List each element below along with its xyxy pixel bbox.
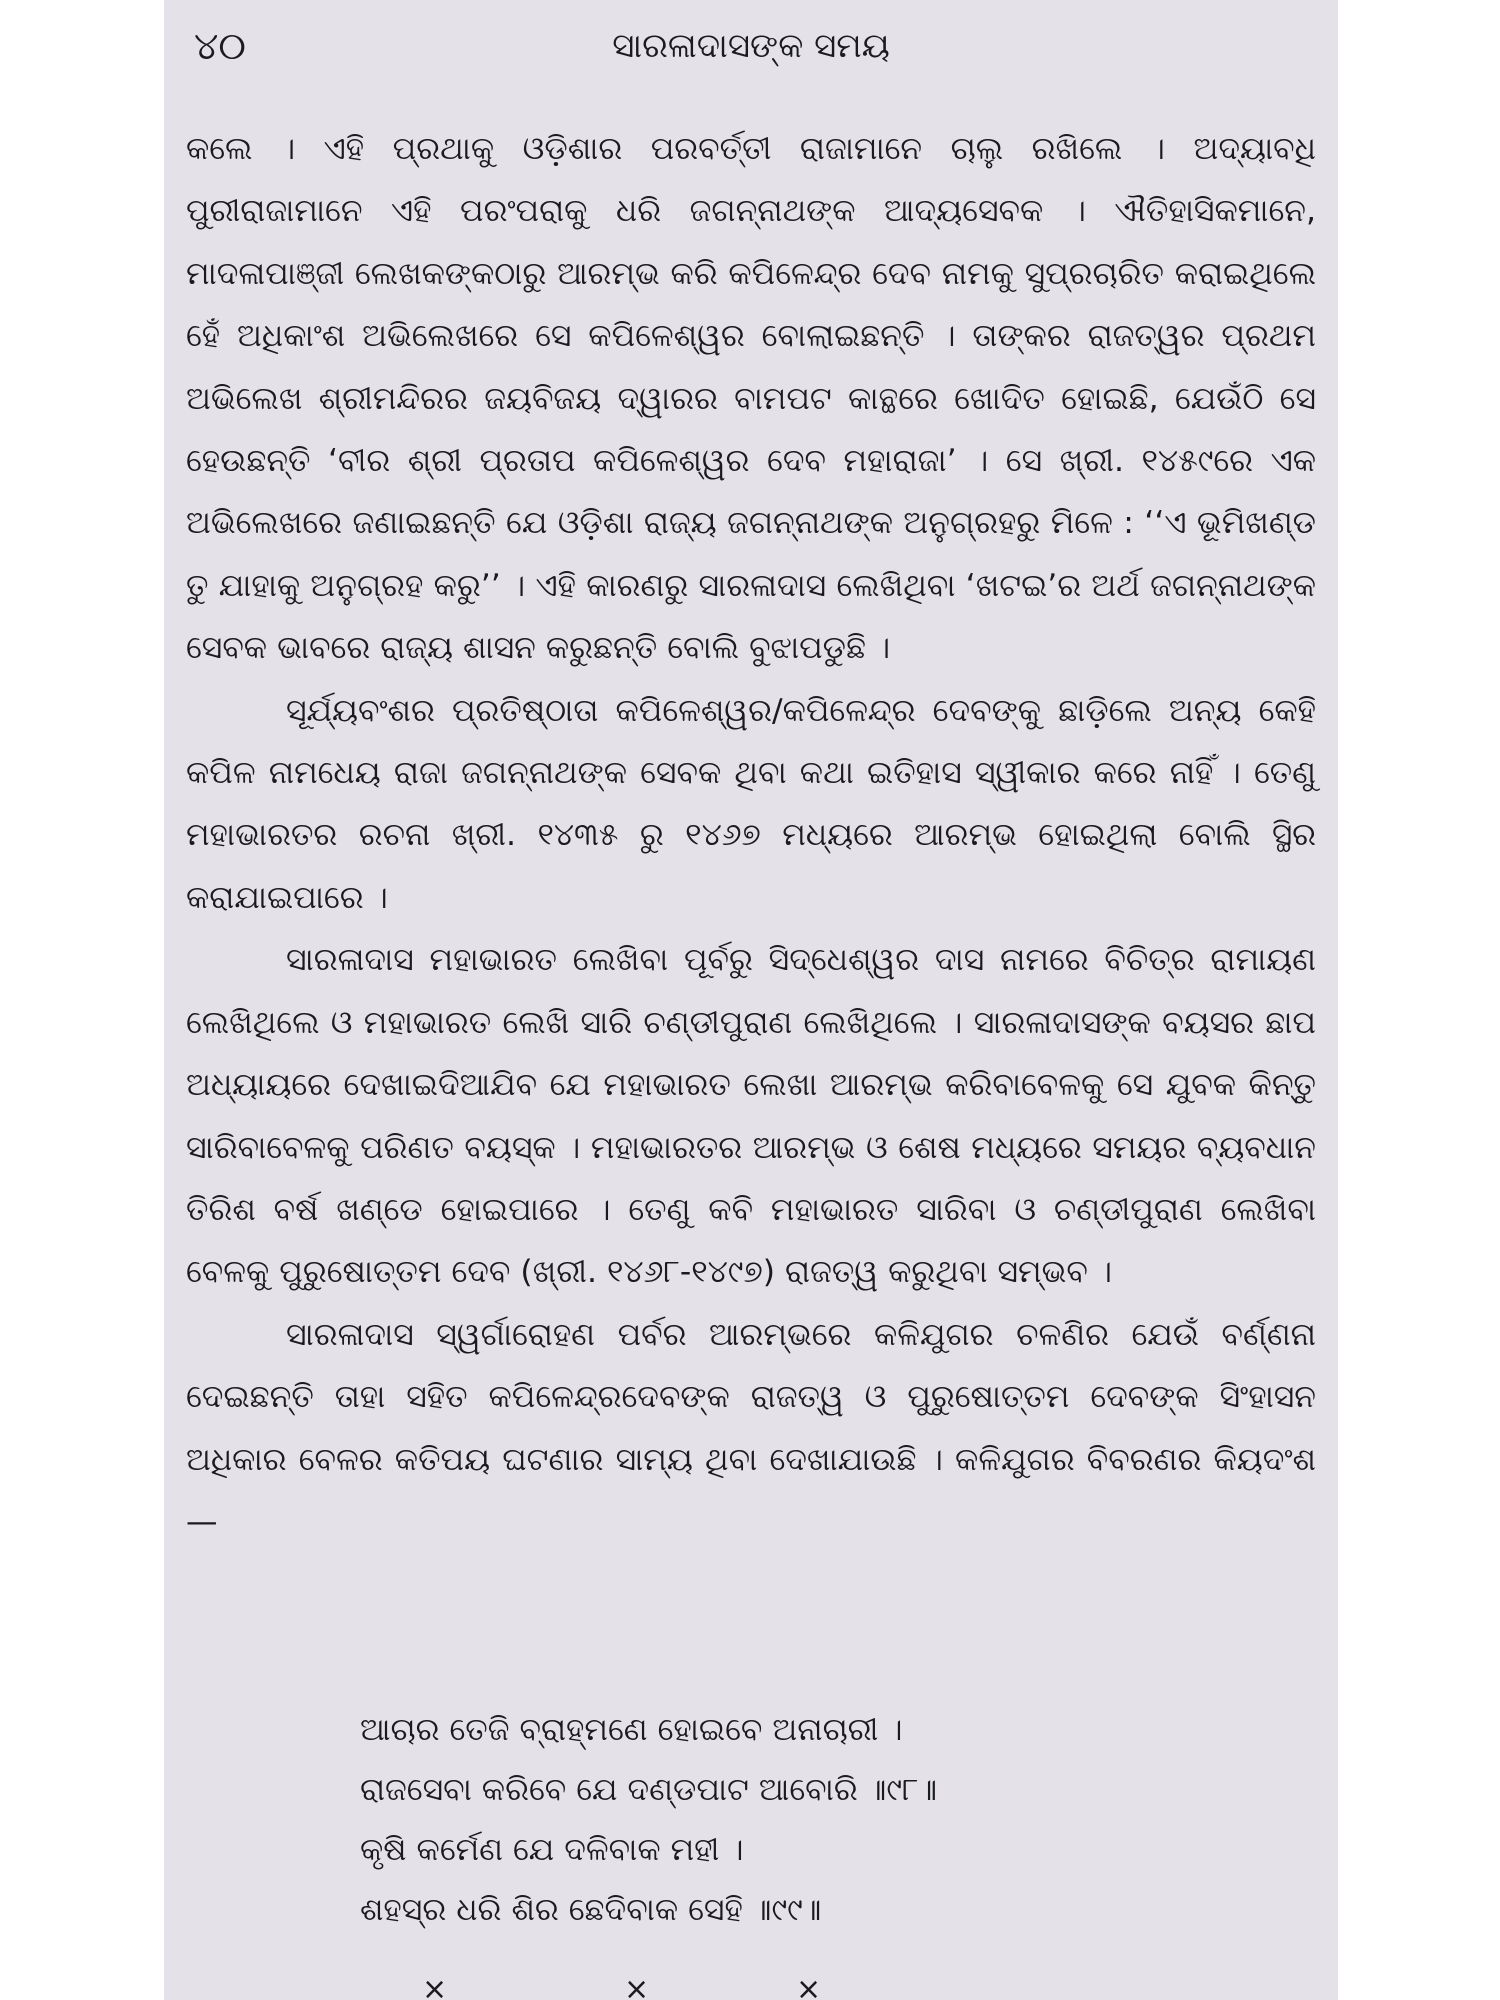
paragraph: ସାରଳାଦାସ ସ୍ୱର୍ଗାରୋହଣ ପର୍ବର ଆରମ୍ଭରେ କଳିଯୁଗର ଚଳଣିର ଯେଉଁ ବର୍ଣ୍ଣନା ଦେଇଛନ୍ତି ତାହା ସହିତ କପିଳେନ୍ଦ୍ରଦେବଙ୍କ ରାଜତ୍ୱ ଓ ପୁରୁଷୋତ୍ତମ ଦେବଙ୍କ ସିଂହାସନ ଅଧିକାର ବେଳର କତିପୟ ଘଟଣାର ସାମ୍ୟ ଥିବା ଦେଖାଯାଉଛି । କଳିଯୁଗର ବିବରଣର କିୟଦଂଶ — <box>186 1316 1316 1540</box>
separator-mark: × <box>796 1972 822 2000</box>
verse-line: ଆଚାର ତେଜି ବ୍ରାହ୍ମଣେ ହୋଇବେ ଅନାଚାରୀ । <box>360 1712 903 1748</box>
running-title: ସାରଳାଦାସଙ୍କ ସମୟ <box>612 26 890 66</box>
verse-line: ଶହସ୍ର ଧରି ଶିର ଛେଦିବାକ ସେହି ॥୯୯॥ <box>360 1892 822 1928</box>
verse-line: କୃଷି କର୍ମେଣ ଯେ ଦଳିବାକ ମହୀ । <box>360 1832 744 1868</box>
body-text <box>186 118 1316 1553</box>
page-header <box>194 18 1308 74</box>
page-number: ୪୦ <box>194 24 246 68</box>
separator-mark: × <box>624 1972 650 2000</box>
verse-block <box>360 1700 937 1940</box>
paragraph: ସୂର୍ଯ୍ୟବଂଶର ପ୍ରତିଷ୍ଠାତା କପିଳେଶ୍ୱର/କପିଳେନ୍ଦ୍ର ଦେବଙ୍କୁ ଛାଡ଼ିଲେ ଅନ୍ୟ କେହି କପିଳ ନାମଧେୟ ରାଜା ଜଗନ୍ନାଥଙ୍କ ସେବକ ଥିବା କଥା ଇତିହାସ ସ୍ୱୀକାର କରେ ନାହିଁ । ତେଣୁ ମହାଭାରତର ରଚନା ଖ୍ରୀ. ୧୪୩୫ ରୁ ୧୪୬୭ ମଧ୍ୟରେ ଆରମ୍ଭ ହୋଇଥିଲା ବୋଲି ସ୍ଥିର କରାଯାଇପାରେ । <box>186 692 1316 916</box>
paragraph: କଲେ । ଏହି ପ୍ରଥାକୁ ଓଡ଼ିଶାର ପରବର୍ତ୍ତୀ ରାଜାମାନେ ଚାଲୁ ରଖିଲେ । ଅଦ୍ୟାବଧି ପୁରୀରାଜାମାନେ ଏହି ପରଂପରାକୁ ଧରି ଜଗନ୍ନାଥଙ୍କ ଆଦ୍ୟସେବକ । ଐତିହାସିକମାନେ, ମାଦଳାପାଞ୍ଜୀ ଲେଖକଙ୍କଠାରୁ ଆରମ୍ଭ କରି କପିଳେନ୍ଦ୍ର ଦେବ ନାମକୁ ସୁପ୍ରଚାରିତ କରାଇଥିଲେ ହେଁ ଅଧିକାଂଶ ଅଭିଲେଖରେ ସେ କପିଳେଶ୍ୱର ବୋଲାଇଛନ୍ତି । ତାଙ୍କର ରାଜତ୍ୱର ପ୍ରଥମ ଅଭିଲେଖ ଶ୍ରୀମନ୍ଦିରର ଜୟବିଜୟ ଦ୍ୱାରର ବାମପଟ କାନ୍ଥରେ ଖୋଦିତ ହୋଇଛି, ଯେଉଁଠି ସେ ହେଉଛନ୍ତି ‘ବୀର ଶ୍ରୀ ପ୍ରତାପ କପିଳେଶ୍ୱର ଦେବ ମହାରାଜା’ । ସେ ଖ୍ରୀ. ୧୪୫୯ରେ ଏକ ଅଭିଲେଖରେ ଜଣାଇଛନ୍ତି ଯେ ଓଡ଼ିଶା ରାଜ୍ୟ ଜଗନ୍ନାଥଙ୍କ ଅନୁଗ୍ରହରୁ ମିଳେ : ‘‘ଏ ଭୂମିଖଣ୍ଡ ତୁ ଯାହାକୁ ଅନୁଗ୍ରହ କରୁ’’ । ଏହି କାରଣରୁ ସାରଳାଦାସ ଲେଖିଥିବା ‘ଖଟଇ’ର ଅର୍ଥ ଜଗନ୍ନାଥଙ୍କ ସେବକ ଭାବରେ ରାଜ୍ୟ ଶାସନ କରୁଛନ୍ତି ବୋଲି ବୁଝାପଡୁଛି । <box>186 131 1316 667</box>
separator-mark: × <box>422 1972 448 2000</box>
paragraph: ସାରଳାଦାସ ମହାଭାରତ ଲେଖିବା ପୂର୍ବରୁ ସିଦ୍ଧେଶ୍ୱର ଦାସ ନାମରେ ବିଚିତ୍ର ରାମାୟଣ ଲେଖିଥିଲେ ଓ ମହାଭାରତ ଲେଖି ସାରି ଚଣ୍ଡୀପୁରାଣ ଲେଖିଥିଲେ । ସାରଳାଦାସଙ୍କ ବୟସର ଛାପ ଅଧ୍ୟାୟରେ ଦେଖାଇଦିଆଯିବ ଯେ ମହାଭାରତ ଲେଖା ଆରମ୍ଭ କରିବାବେଳକୁ ସେ ଯୁବକ କିନ୍ତୁ ସାରିବାବେଳକୁ ପରିଣତ ବୟସ୍କ । ମହାଭାରତର ଆରମ୍ଭ ଓ ଶେଷ ମଧ୍ୟରେ ସମୟର ବ୍ୟବଧାନ ତିରିଶ ବର୍ଷ ଖଣ୍ଡେ ହୋଇପାରେ । ତେଣୁ କବି ମହାଭାରତ ସାରିବା ଓ ଚଣ୍ଡୀପୁରାଣ ଲେଖିବା ବେଳକୁ ପୁରୁଷୋତ୍ତମ ଦେବ (ଖ୍ରୀ. ୧୪୬୮-୧୪୯୭) ରାଜତ୍ୱ କରୁଥିବା ସମ୍ଭବ । <box>186 942 1316 1291</box>
verse-line: ରାଜସେବା କରିବେ ଯେ ଦଣ୍ଡପାଟ ଆବୋରି ॥୯୮॥ <box>360 1772 938 1808</box>
book-page <box>164 0 1338 2000</box>
